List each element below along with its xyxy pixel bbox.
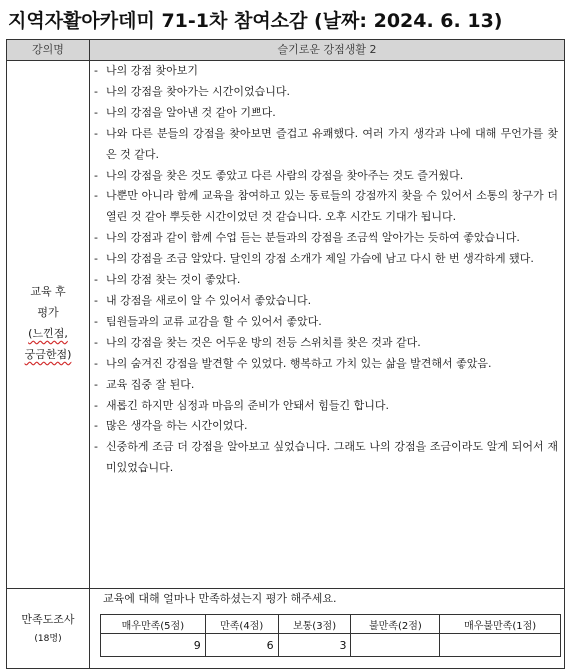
comment-item: - 나의 강점과 같이 함께 수업 듣는 분들과의 강점을 조금씩 알아가는 듯하여 좋았습니다. [94,228,558,249]
comment-item: - 나와 다른 분들의 강점을 찾아보면 즐겁고 유쾌했다. 여러 가지 생각과 나에 대해 무언가를 찾은 것 같다. [94,124,558,166]
evaluation-label-line: 평가 [37,306,59,319]
course-header-row [7,40,564,61]
comment-item: - 나의 강점 찾아보기 [94,61,558,82]
satisfaction-column-header: 매우만족(5점) [101,615,206,634]
satisfaction-column-header: 만족(4점) [205,615,278,634]
satisfaction-table [100,614,561,657]
satisfaction-value: 3 [278,634,351,657]
survey-label-cell [7,589,90,668]
course-name: 슬기로운 강점생활 2 [277,43,377,56]
comment-item: - 나의 숨겨진 강점을 발견할 수 있었다. 행복하고 가치 있는 삶을 발견해서 좋았음. [94,354,558,375]
comment-item: - 교육 집중 잘 된다. [94,375,558,396]
comment-list [90,61,564,479]
satisfaction-value [351,634,440,657]
evaluation-label-line: (느낀점, [28,327,68,340]
evaluation-label-line: 궁금한점) [24,348,72,361]
survey-question: 교육에 대해 얼마나 만족하셨는지 평가 해주세요. [103,592,337,605]
comment-item: - 팀원들과의 교류 교감을 할 수 있어서 좋았다. [94,312,558,333]
satisfaction-column-header: 불만족(2점) [351,615,440,634]
course-label: 강의명 [7,40,90,60]
satisfaction-header-row [101,615,561,634]
survey-count: (18명) [34,634,62,644]
survey-cell [90,589,564,668]
comment-item: - 나뿐만 아니라 함께 교육을 참여하고 있는 동료들의 강점까지 찾을 수 있어서 소통의 창구가 더 열린 것 같아 뿌듯한 시간이었던 것 같습니다. 오후 시간도 기대가 됩니다. [94,186,558,228]
comment-item: - 내 강점을 새로이 알 수 있어서 좋았습니다. [94,291,558,312]
comment-item: - 나의 강점을 찾은 것도 좋았고 다른 사람의 강점을 찾아주는 것도 즐거웠다. [94,166,558,187]
satisfaction-value: 6 [205,634,278,657]
satisfaction-value: 9 [101,634,206,657]
evaluation-label-line: 교육 후 [30,285,66,298]
comment-item: - 신중하게 조금 더 강점을 알아보고 싶었습니다. 그래도 나의 강점을 조금이라도 알게 되어서 재미있었습니다. [94,437,558,479]
comment-item: - 나의 강점을 찾는 것은 어두운 방의 전등 스위치를 찾은 것과 같다. [94,333,558,354]
satisfaction-column-header: 보통(3점) [278,615,351,634]
feedback-sheet [6,39,565,669]
survey-label: 만족도조사 [21,613,75,626]
satisfaction-column-header: 매우불만족(1점) [440,615,561,634]
evaluation-label-cell [7,61,90,589]
comment-item: - 나의 강점을 찾아가는 시간이었습니다. [94,82,558,103]
comment-item: - 나의 강점 찾는 것이 좋았다. [94,270,558,291]
comment-item: - 많은 생각을 하는 시간이었다. [94,416,558,437]
page-title: 지역자활아카데미 71-1차 참여소감 (날짜: 2024. 6. 13) [8,10,503,32]
evaluation-comments-cell [90,61,564,589]
comment-item: - 새롭긴 하지만 심정과 마음의 준비가 안돼서 힘들긴 합니다. [94,396,558,417]
comment-item: - 나의 강점을 알아낸 것 같아 기쁘다. [94,103,558,124]
satisfaction-value [440,634,561,657]
comment-item: - 나의 강점을 조금 알았다. 달인의 강점 소개가 제일 가슴에 남고 다시 한 번 생각하게 됐다. [94,249,558,270]
satisfaction-value-row [101,634,561,657]
